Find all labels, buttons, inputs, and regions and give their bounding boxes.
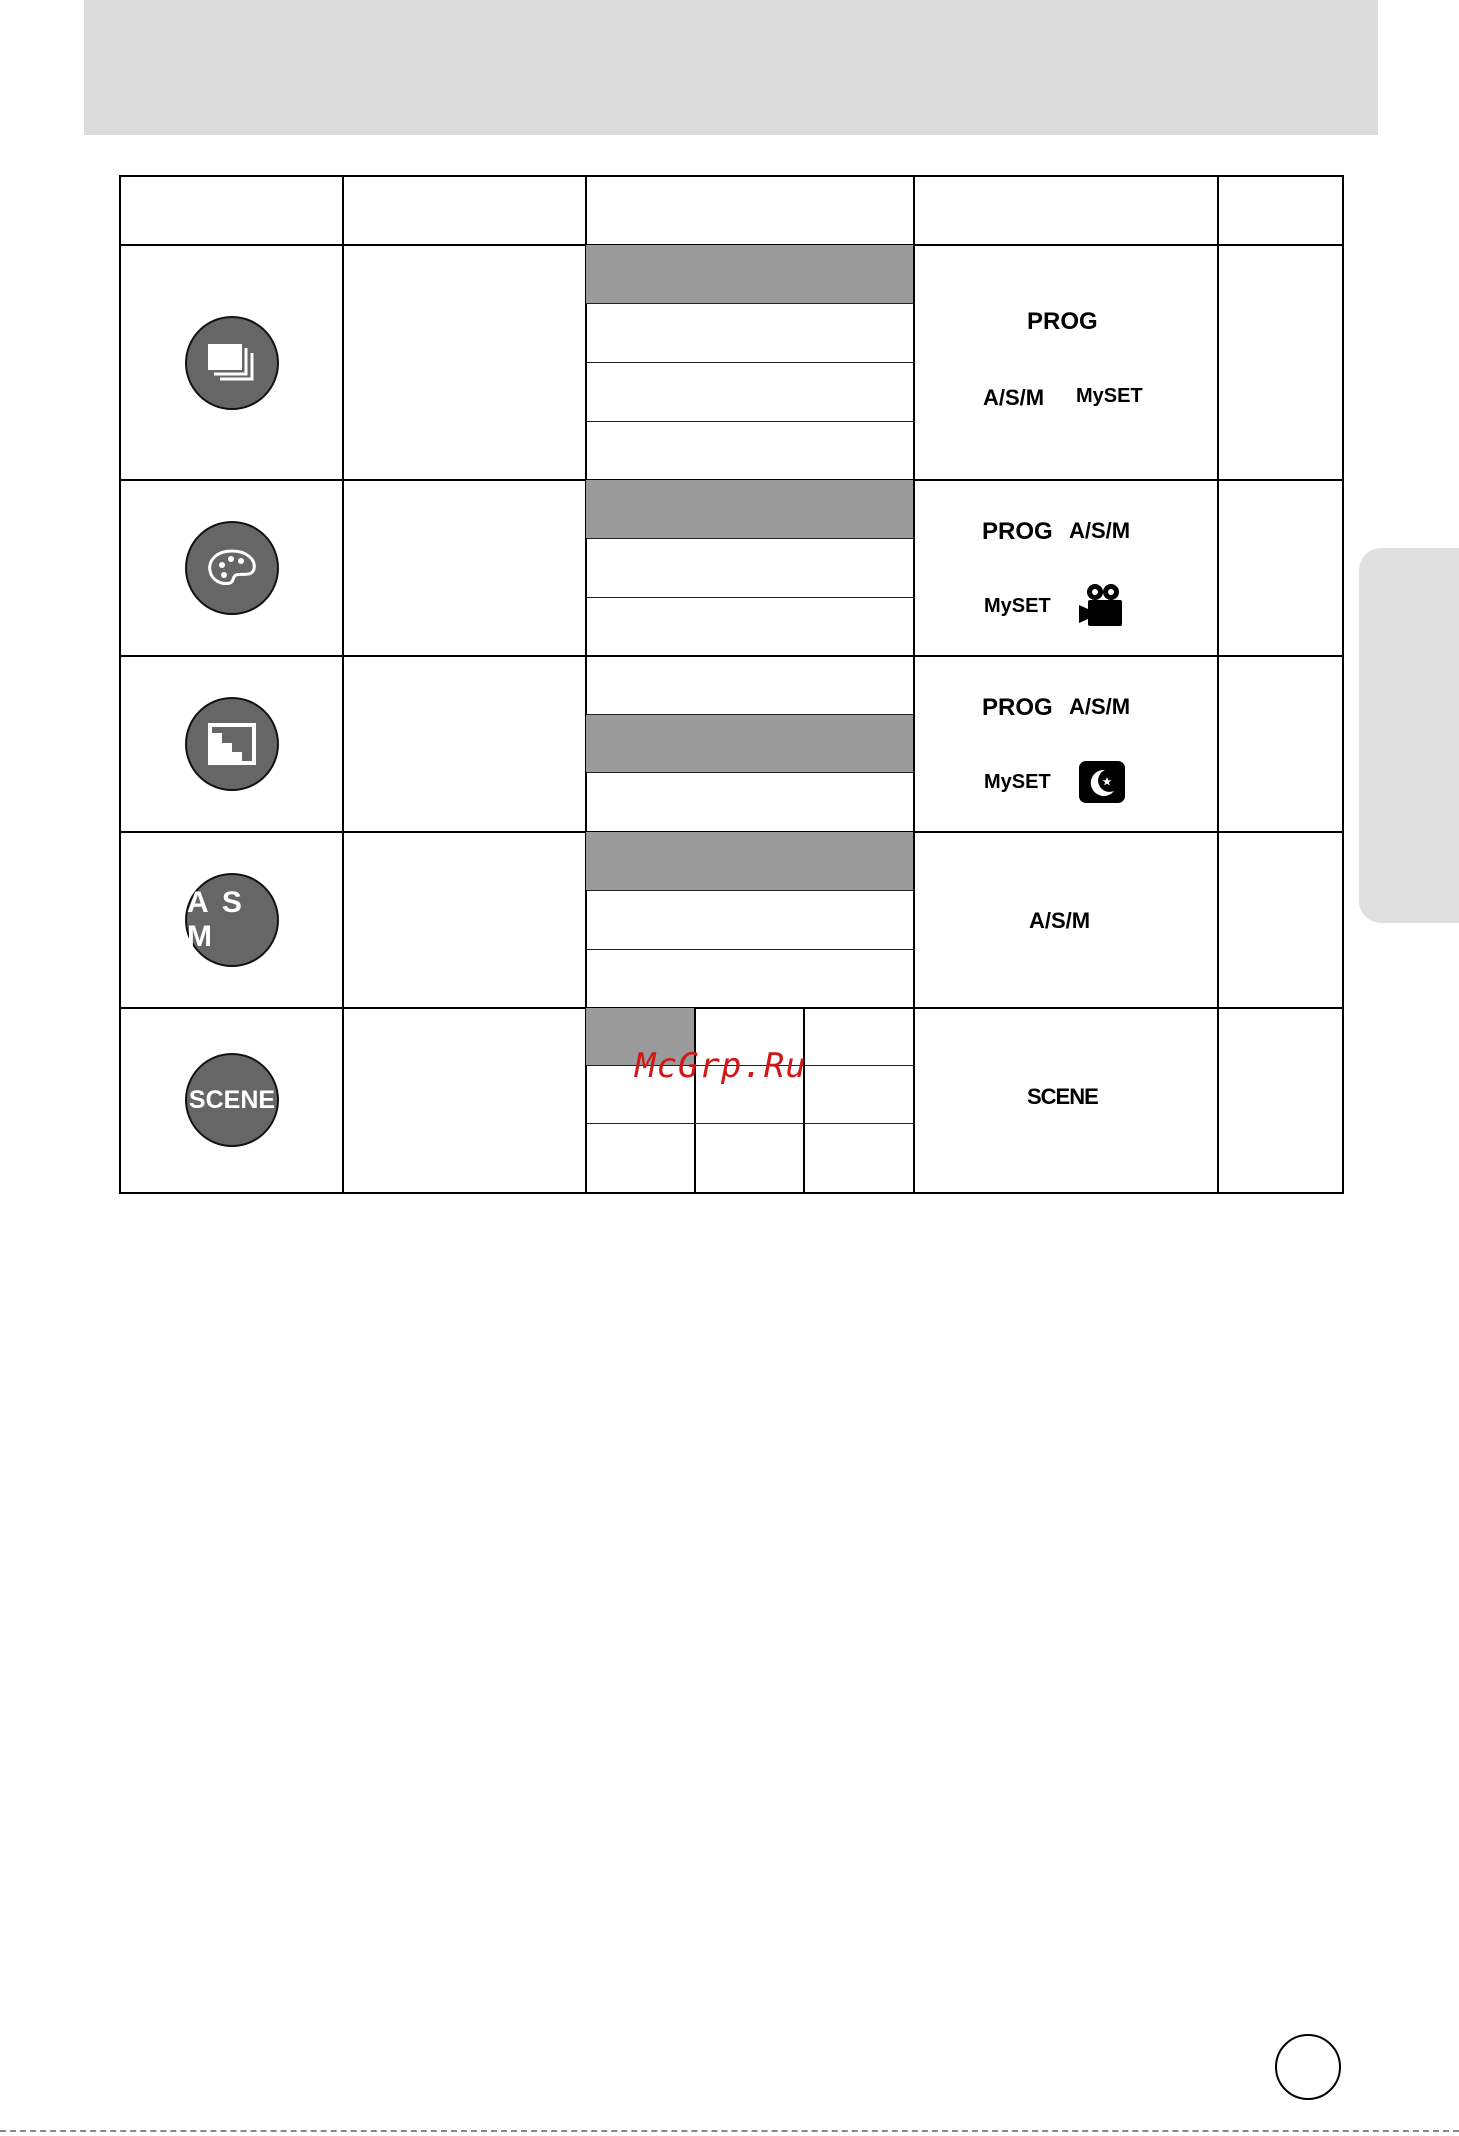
sub-divider — [586, 362, 913, 363]
sub-divider — [586, 1123, 913, 1124]
mode-asm: A/S/M — [1029, 908, 1091, 933]
sub-divider — [586, 597, 913, 598]
function-table — [119, 175, 1344, 1194]
shaded-cell — [586, 480, 913, 538]
page-number-circle — [1275, 2034, 1341, 2100]
mode-asm: A/S/M — [1069, 518, 1131, 543]
mode-myset: MySET — [984, 595, 1051, 617]
mode-asm: A/S/M — [983, 385, 1045, 410]
mode-asm: A/S/M — [1069, 694, 1131, 719]
night-scene-icon — [1079, 761, 1125, 803]
mode-myset: MySET — [1076, 385, 1143, 407]
row-divider — [121, 1007, 1342, 1009]
sub-divider — [586, 949, 913, 950]
sub-col-divider — [803, 1008, 805, 1192]
row-divider — [121, 655, 1342, 657]
col-divider — [342, 177, 344, 1192]
asm-icon: A S M — [185, 873, 279, 967]
sharpness-icon — [185, 697, 279, 791]
sub-divider — [586, 421, 913, 422]
movie-camera-icon — [1079, 583, 1127, 627]
scene-icon: SCENE — [185, 1053, 279, 1147]
bottom-rule — [0, 2130, 1459, 2132]
sub-divider — [586, 772, 913, 773]
mode-prog: PROG — [982, 694, 1053, 721]
shaded-cell — [586, 245, 913, 303]
col-divider — [1217, 177, 1219, 1192]
shaded-cell — [586, 715, 913, 772]
mode-prog: PROG — [982, 518, 1053, 545]
header-band — [84, 0, 1378, 135]
sub-col-divider — [694, 1008, 696, 1192]
continuous-shooting-icon — [185, 316, 279, 410]
side-tab — [1359, 548, 1459, 923]
mode-myset: MySET — [984, 771, 1051, 793]
palette-icon — [185, 521, 279, 615]
mode-prog: PROG — [1027, 308, 1098, 335]
col-divider — [913, 177, 915, 1192]
shaded-cell — [586, 832, 913, 890]
mode-scene: SCENE — [1027, 1084, 1098, 1109]
sub-divider — [586, 890, 913, 891]
sub-divider — [586, 538, 913, 539]
watermark: McGrp.Ru — [635, 1046, 807, 1086]
sub-divider — [586, 303, 913, 304]
